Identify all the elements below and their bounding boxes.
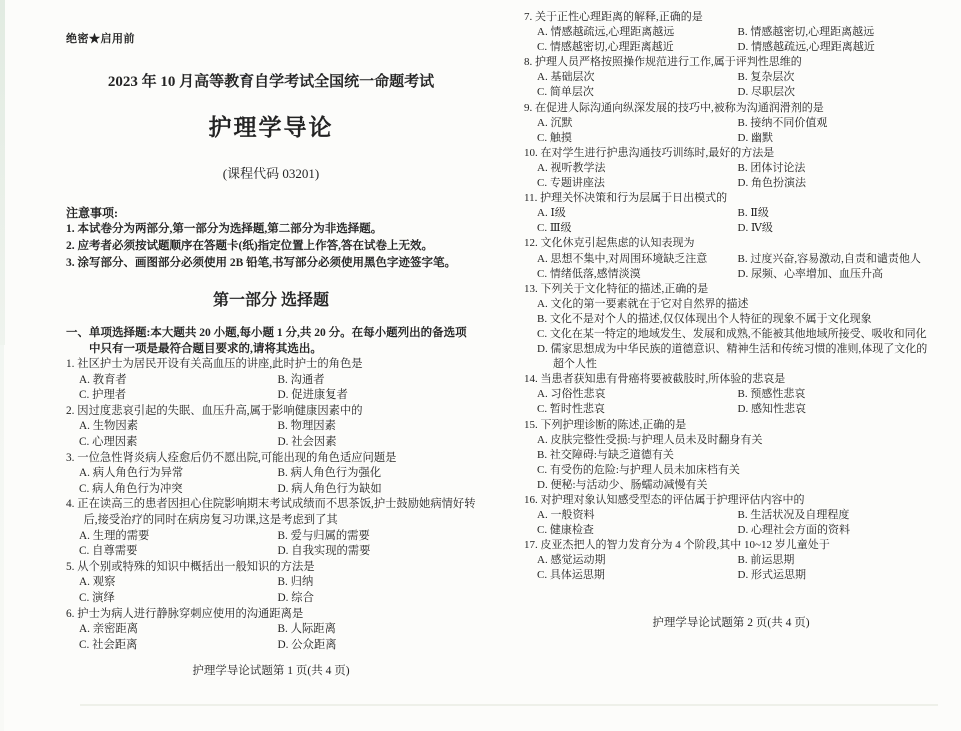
- option-a: A. 一般资料: [537, 509, 595, 522]
- question-options: [524, 161, 938, 191]
- option-c: C. 情感越密切,心理距离越近: [537, 41, 674, 54]
- option-c: C. 有受伤的危险:与护理人员未加床档有关: [537, 463, 740, 476]
- question-options: [524, 116, 938, 146]
- question-stem: 8. 护理人员严格按照操作规范进行工作,属于评判性思维的: [524, 56, 802, 69]
- section-intro: 一、单项选择题:本大题共 20 小题,每小题 1 分,共 20 分。在每小题列出的备选项中只有一项是最符合题目要求的,请将其选出。: [66, 327, 467, 355]
- question-16: [524, 493, 938, 538]
- question-14: [524, 372, 938, 417]
- option-c: C. 健康检查: [537, 524, 594, 537]
- option-b: B. 接纳不同价值观: [737, 116, 828, 129]
- option-d: D. 促进康复者: [277, 389, 348, 402]
- option-c: C. 触摸: [537, 131, 572, 144]
- option-b: B. 团体讨论法: [737, 161, 806, 174]
- question-stem: 4. 正在读高三的患者因担心住院影响期末考试成绩而不思茶饭,护士鼓励她病情好转后,接受治疗的同时在病房复习功课,这是考虑到了其: [66, 498, 476, 526]
- option-d: D. 角色扮演法: [737, 177, 806, 190]
- option-d: D. 形式运思期: [737, 569, 806, 582]
- question-options: [524, 70, 938, 100]
- option-c: C. 自尊需要: [79, 545, 138, 558]
- question-stem: 1. 社区护士为居民开设有关高血压的讲座,此时护士的角色是: [66, 358, 363, 370]
- course-code: (课程代码 03201): [222, 166, 320, 181]
- page-2: [524, 10, 938, 630]
- option-b: B. 预感性悲哀: [737, 388, 806, 401]
- option-a: A. 皮肤完整性受损:与护理人员未及时翻身有关: [537, 433, 763, 446]
- question-6: [66, 607, 476, 654]
- option-b: B. 复杂层次: [737, 71, 795, 84]
- option-c: C. 社会距离: [79, 638, 138, 651]
- question-options: [66, 419, 476, 450]
- page-footer: 护理学导论试题第 2 页(共 4 页): [652, 616, 810, 629]
- question-options: [66, 466, 476, 497]
- question-stem: 10. 在对学生进行护患沟通技巧训练时,最好的方法是: [524, 146, 775, 159]
- note-2: 2. 应考者必须按试题顺序在答题卡(纸)指定位置上作答,答在试卷上无效。: [66, 240, 434, 252]
- option-c: C. 病人角色行为冲突: [79, 482, 183, 495]
- option-d: D. 社会因素: [277, 435, 337, 448]
- option-d: D. 心理社会方面的资料: [737, 524, 850, 537]
- notes-heading: 注意事项:: [66, 206, 118, 220]
- option-c: C. 简单层次: [537, 86, 594, 99]
- option-b: B. 过度兴奋,容易激动,自责和谴责他人: [737, 252, 921, 265]
- option-a: A. 生理的需要: [79, 529, 150, 542]
- option-d: D. 情感越疏远,心理距离越近: [737, 41, 875, 54]
- option-a: A. 沉默: [537, 116, 573, 129]
- question-options: [66, 529, 476, 560]
- option-b: B. 生活状况及自理程度: [737, 509, 850, 522]
- question-stem: 9. 在促进人际沟通向纵深发展的技巧中,被称为沟通润滑剂的是: [524, 101, 824, 114]
- page-footer: 护理学导论试题第 1 页(共 4 页): [192, 665, 350, 678]
- question-options: [524, 508, 938, 538]
- question-5: [66, 560, 476, 607]
- question-12: [524, 236, 938, 281]
- option-d: D. Ⅳ级: [737, 222, 773, 235]
- page-1: [66, 30, 476, 678]
- option-a: A. 感觉运动期: [537, 554, 606, 567]
- section-heading: 第一部分 选择题: [212, 292, 329, 309]
- scan-line-artifact: [80, 704, 938, 706]
- question-options: [66, 622, 476, 653]
- question-options: [524, 387, 938, 417]
- option-c: C. 文化在某一特定的地域发生、发展和成熟,不能被其他地域所接受、吸收和同化: [537, 327, 927, 340]
- scan-edge-artifact: [0, 0, 5, 345]
- question-7: [524, 10, 938, 55]
- option-d: D. 感知性悲哀: [737, 403, 806, 416]
- question-options: [524, 297, 938, 372]
- option-d: D. 综合: [277, 591, 314, 604]
- option-a: A. 病人角色行为异常: [79, 467, 184, 480]
- question-stem: 5. 从个别或特殊的知识中概括出一般知识的方法是: [66, 560, 315, 573]
- option-d: D. 幽默: [737, 131, 773, 144]
- question-4: [66, 497, 476, 559]
- option-d: D. 儒家思想成为中华民族的道德意识、精神生活和传统习惯的准则,体现了文化的超个人性: [537, 343, 928, 371]
- option-b: B. 人际距离: [277, 623, 336, 636]
- option-a: A. 基础层次: [537, 71, 595, 84]
- option-b: B. 沟通者: [277, 373, 325, 386]
- question-options: [524, 553, 938, 583]
- question-15: [524, 418, 938, 493]
- option-c: C. 具体运思期: [537, 569, 605, 582]
- question-options: [66, 575, 476, 606]
- question-8: [524, 55, 938, 100]
- option-a: A. 教育者: [79, 373, 127, 386]
- option-b: B. 情感越密切,心理距离越远: [737, 26, 875, 39]
- question-options: [524, 252, 938, 282]
- option-c: C. 护理者: [79, 389, 127, 402]
- option-b: B. 前运思期: [737, 554, 795, 567]
- question-3: [66, 451, 476, 498]
- question-stem: 7. 关于正性心理距离的解释,正确的是: [524, 11, 703, 23]
- question-stem: 17. 皮亚杰把人的智力发育分为 4 个阶段,其中 10~12 岁儿童处于: [524, 539, 830, 552]
- option-a: A. 视听教学法: [537, 161, 606, 174]
- question-9: [524, 101, 938, 146]
- exam-title: 2023 年 10 月高等教育自学考试全国统一命题考试: [107, 74, 435, 90]
- option-d: D. 公众距离: [277, 638, 337, 651]
- option-c: C. 情绪低落,感情淡漠: [537, 267, 641, 280]
- classification-marking: 绝密★启用前: [66, 33, 135, 45]
- option-b: B. 社交障碍:与缺乏道德有关: [537, 448, 674, 461]
- question-11: [524, 191, 938, 236]
- option-b: B. 文化不是对个人的描述,仅仅体现出个人特征的现象不属于文化现象: [537, 312, 872, 325]
- option-a: A. 习俗性悲哀: [537, 388, 606, 401]
- question-stem: 6. 护士为病人进行静脉穿刺应使用的沟通距离是: [66, 607, 304, 620]
- question-2: [66, 404, 476, 451]
- question-stem: 11. 护理关怀决策和行为层属于日出模式的: [524, 192, 728, 205]
- option-c: C. 演绎: [79, 591, 115, 604]
- note-3: 3. 涂写部分、画图部分必须使用 2B 铅笔,书写部分必须使用黑色字迹签字笔。: [66, 257, 457, 269]
- option-a: A. 观察: [79, 576, 116, 589]
- option-c: C. 暂时性悲哀: [537, 403, 605, 416]
- question-stem: 12. 文化休克引起焦虑的认知表现为: [524, 237, 695, 250]
- question-13: [524, 282, 938, 373]
- subject-title: 护理学导论: [208, 115, 334, 140]
- option-a: A. Ⅰ级: [537, 207, 566, 220]
- option-d: D. 便秘:与活动少、肠蠕动减慢有关: [537, 478, 708, 491]
- option-b: B. 归纳: [277, 576, 314, 589]
- option-d: D. 尽职层次: [737, 86, 795, 99]
- option-a: A. 生物因素: [79, 420, 138, 433]
- question-stem: 2. 因过度悲哀引起的失眠、血压升高,属于影响健康因素中的: [66, 404, 363, 417]
- option-d: D. 病人角色行为缺如: [277, 482, 382, 495]
- question-stem: 16. 对护理对象认知感受型态的评估属于护理评估内容中的: [524, 494, 805, 506]
- question-stem: 13. 下列关于文化特征的描述,正确的是: [524, 282, 709, 295]
- option-a: A. 文化的第一要素就在于它对自然界的描述: [537, 297, 749, 310]
- question-stem: 15. 下列护理诊断的陈述,正确的是: [524, 418, 687, 431]
- question-1: [66, 357, 476, 404]
- option-d: D. 自我实现的需要: [277, 545, 371, 558]
- question-options: [66, 373, 476, 404]
- question-options: [524, 433, 938, 493]
- option-b: B. Ⅱ级: [737, 207, 769, 220]
- option-c: C. 专题讲座法: [537, 177, 605, 190]
- option-b: B. 爱与归属的需要: [277, 529, 370, 542]
- question-stem: 3. 一位急性肾炎病人痊愈后仍不愿出院,可能出现的角色适应问题是: [66, 451, 397, 464]
- option-a: A. 亲密距离: [79, 623, 138, 636]
- note-1: 1. 本试卷分为两部分,第一部分为选择题,第二部分为非选择题。: [66, 223, 383, 235]
- question-10: [524, 146, 938, 191]
- option-a: A. 情感越疏远,心理距离越远: [537, 26, 675, 39]
- scan-edge-artifact: [0, 345, 4, 731]
- question-stem: 14. 当患者获知患有骨癌将要被截肢时,所体验的悲哀是: [524, 373, 786, 386]
- option-d: D. 尿频、心率增加、血压升高: [737, 267, 883, 280]
- question-options: [524, 25, 938, 55]
- question-17: [524, 538, 938, 583]
- option-a: A. 思想不集中,对周围环境缺乏注意: [537, 252, 708, 265]
- option-c: C. Ⅲ级: [537, 222, 572, 235]
- option-b: B. 物理因素: [277, 420, 336, 433]
- question-options: [524, 206, 938, 236]
- option-c: C. 心理因素: [79, 435, 138, 448]
- option-b: B. 病人角色行为强化: [277, 467, 382, 480]
